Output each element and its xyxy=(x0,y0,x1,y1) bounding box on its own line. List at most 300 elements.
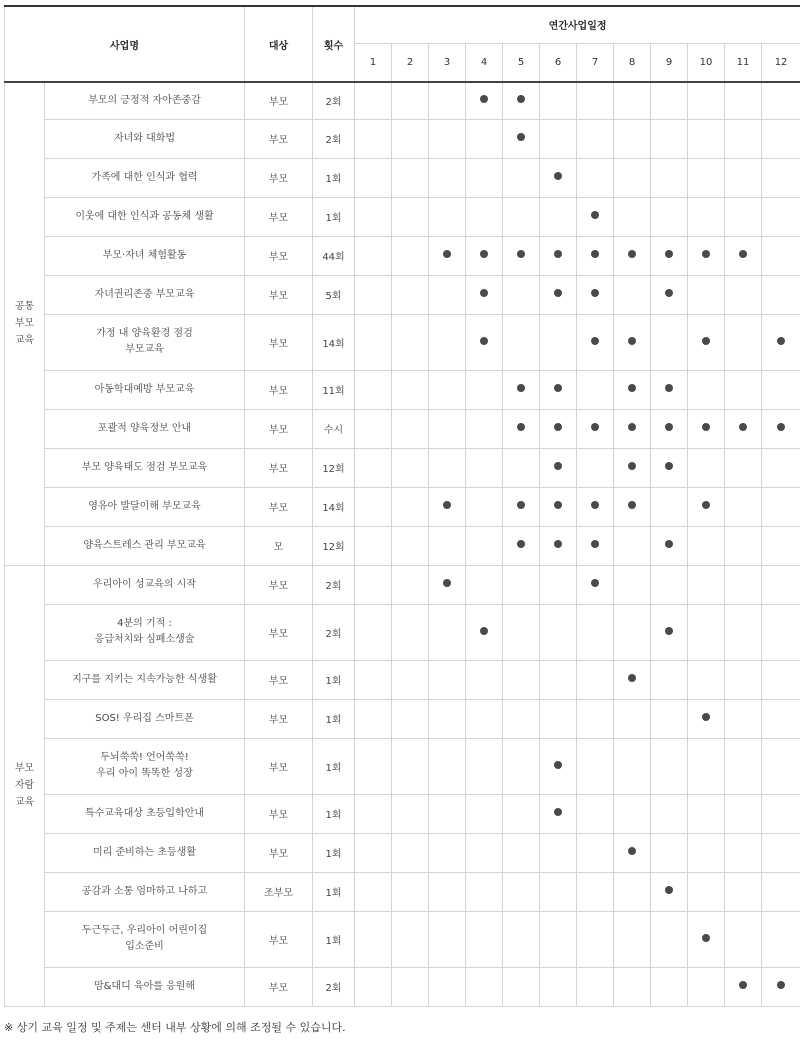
schedule-body xyxy=(5,82,800,1006)
month-cell xyxy=(762,526,800,565)
table-row xyxy=(5,911,800,967)
month-cell xyxy=(762,604,800,660)
month-cell xyxy=(614,872,651,911)
month-cell xyxy=(725,967,762,1006)
month-cell xyxy=(466,448,503,487)
footnote: ※ 상기 교육 일정 및 주제는 센터 내부 상황에 의해 조정될 수 있습니다. xyxy=(4,1021,346,1034)
program-count: 5회 xyxy=(313,275,355,314)
month-cell xyxy=(725,833,762,872)
schedule-dot xyxy=(591,250,599,258)
schedule-dot xyxy=(443,579,451,587)
month-cell xyxy=(762,119,800,158)
month-cell xyxy=(392,738,429,794)
program-count: 1회 xyxy=(313,872,355,911)
program-target: 부모 xyxy=(245,370,313,409)
schedule-dot xyxy=(591,579,599,587)
schedule-dot xyxy=(480,250,488,258)
program-count: 14회 xyxy=(313,487,355,526)
month-cell xyxy=(540,604,577,660)
schedule-dot xyxy=(628,674,636,682)
month-cell xyxy=(651,236,688,275)
program-count: 1회 xyxy=(313,158,355,197)
month-cell xyxy=(355,660,392,699)
program-count: 1회 xyxy=(313,794,355,833)
month-cell xyxy=(614,314,651,370)
schedule-table xyxy=(4,5,800,1007)
month-cell xyxy=(762,236,800,275)
month-cell xyxy=(725,604,762,660)
schedule-dot xyxy=(517,540,525,548)
month-cell xyxy=(762,370,800,409)
month-cell xyxy=(355,82,392,119)
month-cell xyxy=(466,409,503,448)
month-cell xyxy=(540,660,577,699)
header-program: 사업명 xyxy=(5,6,245,82)
month-cell xyxy=(725,699,762,738)
month-cell xyxy=(540,487,577,526)
month-cell xyxy=(355,526,392,565)
table-row xyxy=(5,487,800,526)
month-cell xyxy=(355,314,392,370)
schedule-dot xyxy=(665,384,673,392)
month-cell xyxy=(503,275,540,314)
month-cell xyxy=(651,872,688,911)
month-cell xyxy=(577,197,614,236)
month-cell xyxy=(614,370,651,409)
schedule-dot xyxy=(591,289,599,297)
month-cell xyxy=(688,565,725,604)
month-cell xyxy=(577,448,614,487)
month-cell xyxy=(429,833,466,872)
month-cell xyxy=(614,565,651,604)
month-cell xyxy=(762,197,800,236)
month-cell xyxy=(392,158,429,197)
schedule-dot xyxy=(554,462,562,470)
month-cell xyxy=(392,119,429,158)
month-cell xyxy=(762,409,800,448)
table-row xyxy=(5,275,800,314)
schedule-dot xyxy=(628,337,636,345)
schedule-dot xyxy=(702,501,710,509)
month-cell xyxy=(762,738,800,794)
schedule-dot xyxy=(777,981,785,989)
month-cell xyxy=(429,82,466,119)
schedule-dot xyxy=(554,250,562,258)
schedule-dot xyxy=(591,211,599,219)
month-cell xyxy=(577,967,614,1006)
month-cell xyxy=(466,794,503,833)
month-cell xyxy=(540,409,577,448)
month-cell xyxy=(540,370,577,409)
schedule-dot xyxy=(517,250,525,258)
month-cell xyxy=(577,370,614,409)
month-cell xyxy=(355,370,392,409)
schedule-dot xyxy=(554,761,562,769)
month-cell xyxy=(614,119,651,158)
month-cell xyxy=(429,158,466,197)
month-cell xyxy=(651,833,688,872)
table-row xyxy=(5,833,800,872)
header-annual-schedule: 연간사업일정 xyxy=(355,6,800,43)
month-cell xyxy=(762,565,800,604)
header-month: 5 xyxy=(503,43,540,82)
month-cell xyxy=(355,119,392,158)
month-cell xyxy=(540,314,577,370)
month-cell xyxy=(540,738,577,794)
program-target: 부모 xyxy=(245,275,313,314)
month-cell xyxy=(540,82,577,119)
month-cell xyxy=(725,314,762,370)
program-name: 공감과 소통 엄마하고 나하고 xyxy=(45,872,245,911)
month-cell xyxy=(725,738,762,794)
schedule-dot xyxy=(554,289,562,297)
program-count: 12회 xyxy=(313,526,355,565)
schedule-dot xyxy=(777,337,785,345)
month-cell xyxy=(651,604,688,660)
month-cell xyxy=(503,119,540,158)
program-target: 부모 xyxy=(245,448,313,487)
month-cell xyxy=(466,197,503,236)
month-cell xyxy=(466,370,503,409)
month-cell xyxy=(392,487,429,526)
month-cell xyxy=(688,487,725,526)
month-cell xyxy=(577,487,614,526)
program-count: 2회 xyxy=(313,565,355,604)
month-cell xyxy=(392,197,429,236)
month-cell xyxy=(355,197,392,236)
schedule-dot xyxy=(480,95,488,103)
month-cell xyxy=(577,604,614,660)
month-cell xyxy=(577,314,614,370)
month-cell xyxy=(392,660,429,699)
program-target: 부모 xyxy=(245,967,313,1006)
program-count: 2회 xyxy=(313,967,355,1006)
schedule-dot xyxy=(443,501,451,509)
month-cell xyxy=(651,487,688,526)
program-name: 특수교육대상 초등입학안내 xyxy=(45,794,245,833)
month-cell xyxy=(614,82,651,119)
program-name: 아동학대예방 부모교육 xyxy=(45,370,245,409)
month-cell xyxy=(762,660,800,699)
month-cell xyxy=(355,487,392,526)
schedule-dot xyxy=(628,250,636,258)
month-cell xyxy=(466,119,503,158)
month-cell xyxy=(614,794,651,833)
schedule-dot xyxy=(628,501,636,509)
program-name: SOS! 우리집 스마트폰 xyxy=(45,699,245,738)
schedule-dot xyxy=(665,250,673,258)
month-cell xyxy=(762,794,800,833)
month-cell xyxy=(725,794,762,833)
month-cell xyxy=(725,197,762,236)
schedule-dot xyxy=(591,501,599,509)
table-row xyxy=(5,565,800,604)
month-cell xyxy=(540,119,577,158)
month-cell xyxy=(503,526,540,565)
month-cell xyxy=(355,448,392,487)
month-cell xyxy=(466,967,503,1006)
program-name: 우리아이 성교육의 시작 xyxy=(45,565,245,604)
month-cell xyxy=(466,565,503,604)
month-cell xyxy=(503,794,540,833)
month-cell xyxy=(688,197,725,236)
month-cell xyxy=(577,660,614,699)
month-cell xyxy=(651,197,688,236)
month-cell xyxy=(392,409,429,448)
schedule-dot xyxy=(517,384,525,392)
program-count: 수시 xyxy=(313,409,355,448)
schedule-dot xyxy=(702,423,710,431)
program-count: 1회 xyxy=(313,197,355,236)
program-count: 2회 xyxy=(313,119,355,158)
month-cell xyxy=(651,119,688,158)
month-cell xyxy=(429,370,466,409)
month-cell xyxy=(614,409,651,448)
schedule-dot xyxy=(480,337,488,345)
table-row xyxy=(5,604,800,660)
month-cell xyxy=(503,660,540,699)
month-cell xyxy=(355,794,392,833)
header-month: 2 xyxy=(392,43,429,82)
month-cell xyxy=(503,699,540,738)
month-cell xyxy=(577,409,614,448)
schedule-dot xyxy=(554,808,562,816)
month-cell xyxy=(688,275,725,314)
table-row xyxy=(5,794,800,833)
schedule-dot xyxy=(628,462,636,470)
month-cell xyxy=(466,526,503,565)
schedule-dot xyxy=(665,289,673,297)
month-cell xyxy=(688,794,725,833)
month-cell xyxy=(577,158,614,197)
table-row xyxy=(5,738,800,794)
month-cell xyxy=(429,409,466,448)
table-row xyxy=(5,314,800,370)
header-month: 1 xyxy=(355,43,392,82)
schedule-dot xyxy=(517,501,525,509)
table-row xyxy=(5,967,800,1006)
schedule-dot xyxy=(702,250,710,258)
month-cell xyxy=(540,833,577,872)
month-cell xyxy=(429,565,466,604)
header-month: 3 xyxy=(429,43,466,82)
schedule-dot xyxy=(628,847,636,855)
program-name: 맘&대디 육아를 응원해 xyxy=(45,967,245,1006)
month-cell xyxy=(540,158,577,197)
month-cell xyxy=(392,275,429,314)
month-cell xyxy=(577,794,614,833)
month-cell xyxy=(392,448,429,487)
month-cell xyxy=(540,236,577,275)
month-cell xyxy=(577,236,614,275)
program-target: 부모 xyxy=(245,158,313,197)
month-cell xyxy=(540,967,577,1006)
month-cell xyxy=(688,833,725,872)
month-cell xyxy=(503,236,540,275)
month-cell xyxy=(577,565,614,604)
month-cell xyxy=(688,699,725,738)
month-cell xyxy=(725,565,762,604)
program-name: 부모·자녀 체험활동 xyxy=(45,236,245,275)
program-target: 부모 xyxy=(245,119,313,158)
month-cell xyxy=(466,699,503,738)
table-row xyxy=(5,448,800,487)
month-cell xyxy=(725,487,762,526)
program-name: 자녀권리존중 부모교육 xyxy=(45,275,245,314)
schedule-dot xyxy=(777,423,785,431)
program-name: 두뇌쑥쑥! 언어쑥쑥! 우리 아이 똑똑한 성장 xyxy=(45,738,245,794)
month-cell xyxy=(762,82,800,119)
month-cell xyxy=(651,794,688,833)
month-cell xyxy=(762,967,800,1006)
schedule-dot xyxy=(702,934,710,942)
month-cell xyxy=(614,275,651,314)
schedule-dot xyxy=(480,627,488,635)
schedule-dot xyxy=(480,289,488,297)
month-cell xyxy=(651,370,688,409)
month-cell xyxy=(466,82,503,119)
month-cell xyxy=(762,314,800,370)
month-cell xyxy=(392,833,429,872)
month-cell xyxy=(725,526,762,565)
month-cell xyxy=(503,197,540,236)
month-cell xyxy=(688,738,725,794)
month-cell xyxy=(466,738,503,794)
program-name: 가족에 대한 인식과 협력 xyxy=(45,158,245,197)
program-count: 1회 xyxy=(313,833,355,872)
schedule-dot xyxy=(591,423,599,431)
schedule-dot xyxy=(517,95,525,103)
header-month: 9 xyxy=(651,43,688,82)
month-cell xyxy=(392,967,429,1006)
month-cell xyxy=(725,448,762,487)
month-cell xyxy=(651,911,688,967)
program-count: 11회 xyxy=(313,370,355,409)
program-target: 부모 xyxy=(245,699,313,738)
month-cell xyxy=(614,158,651,197)
month-cell xyxy=(651,967,688,1006)
schedule-dot xyxy=(628,423,636,431)
program-target: 부모 xyxy=(245,660,313,699)
month-cell xyxy=(577,275,614,314)
month-cell xyxy=(503,604,540,660)
month-cell xyxy=(355,158,392,197)
schedule-dot xyxy=(554,172,562,180)
header-month: 6 xyxy=(540,43,577,82)
month-cell xyxy=(355,409,392,448)
month-cell xyxy=(614,236,651,275)
header-month: 11 xyxy=(725,43,762,82)
month-cell xyxy=(355,911,392,967)
month-cell xyxy=(651,275,688,314)
program-count: 2회 xyxy=(313,82,355,119)
program-count: 1회 xyxy=(313,911,355,967)
month-cell xyxy=(466,833,503,872)
month-cell xyxy=(651,738,688,794)
month-cell xyxy=(429,487,466,526)
month-cell xyxy=(429,314,466,370)
program-target: 조부모 xyxy=(245,872,313,911)
month-cell xyxy=(614,833,651,872)
program-name: 양육스트레스 관리 부모교육 xyxy=(45,526,245,565)
month-cell xyxy=(725,409,762,448)
month-cell xyxy=(503,82,540,119)
month-cell xyxy=(762,699,800,738)
program-name: 가정 내 양육환경 점검 부모교육 xyxy=(45,314,245,370)
month-cell xyxy=(688,604,725,660)
schedule-dot xyxy=(554,501,562,509)
month-cell xyxy=(540,872,577,911)
month-cell xyxy=(540,275,577,314)
month-cell xyxy=(503,409,540,448)
month-cell xyxy=(466,314,503,370)
month-cell xyxy=(355,699,392,738)
month-cell xyxy=(392,236,429,275)
month-cell xyxy=(577,872,614,911)
table-row xyxy=(5,236,800,275)
month-cell xyxy=(466,604,503,660)
schedule-dot xyxy=(665,462,673,470)
header-month: 10 xyxy=(688,43,725,82)
month-cell xyxy=(540,911,577,967)
schedule-dot xyxy=(591,337,599,345)
month-cell xyxy=(762,448,800,487)
month-cell xyxy=(540,565,577,604)
month-cell xyxy=(355,967,392,1006)
month-cell xyxy=(392,314,429,370)
program-target: 부모 xyxy=(245,911,313,967)
month-cell xyxy=(355,565,392,604)
month-cell xyxy=(429,660,466,699)
program-name: 두근두근, 우리아이 어린이집 입소준비 xyxy=(45,911,245,967)
month-cell xyxy=(651,158,688,197)
month-cell xyxy=(688,236,725,275)
month-cell xyxy=(540,794,577,833)
month-cell xyxy=(762,158,800,197)
month-cell xyxy=(503,967,540,1006)
month-cell xyxy=(355,738,392,794)
month-cell xyxy=(466,158,503,197)
schedule-dot xyxy=(702,337,710,345)
month-cell xyxy=(688,119,725,158)
month-cell xyxy=(651,660,688,699)
program-name: 부모 양육태도 점검 부모교육 xyxy=(45,448,245,487)
schedule-dot xyxy=(517,423,525,431)
month-cell xyxy=(466,275,503,314)
month-cell xyxy=(503,487,540,526)
program-count: 1회 xyxy=(313,660,355,699)
schedule-dot xyxy=(665,540,673,548)
month-cell xyxy=(577,526,614,565)
month-cell xyxy=(762,872,800,911)
table-row xyxy=(5,660,800,699)
schedule-dot xyxy=(702,713,710,721)
month-cell xyxy=(651,699,688,738)
schedule-dot xyxy=(554,384,562,392)
table-row xyxy=(5,82,800,119)
month-cell xyxy=(392,794,429,833)
program-target: 부모 xyxy=(245,604,313,660)
month-cell xyxy=(503,833,540,872)
month-cell xyxy=(688,872,725,911)
month-cell xyxy=(614,911,651,967)
program-target: 모 xyxy=(245,526,313,565)
program-target: 부모 xyxy=(245,833,313,872)
program-count: 2회 xyxy=(313,604,355,660)
month-cell xyxy=(355,275,392,314)
month-cell xyxy=(762,487,800,526)
table-row xyxy=(5,158,800,197)
